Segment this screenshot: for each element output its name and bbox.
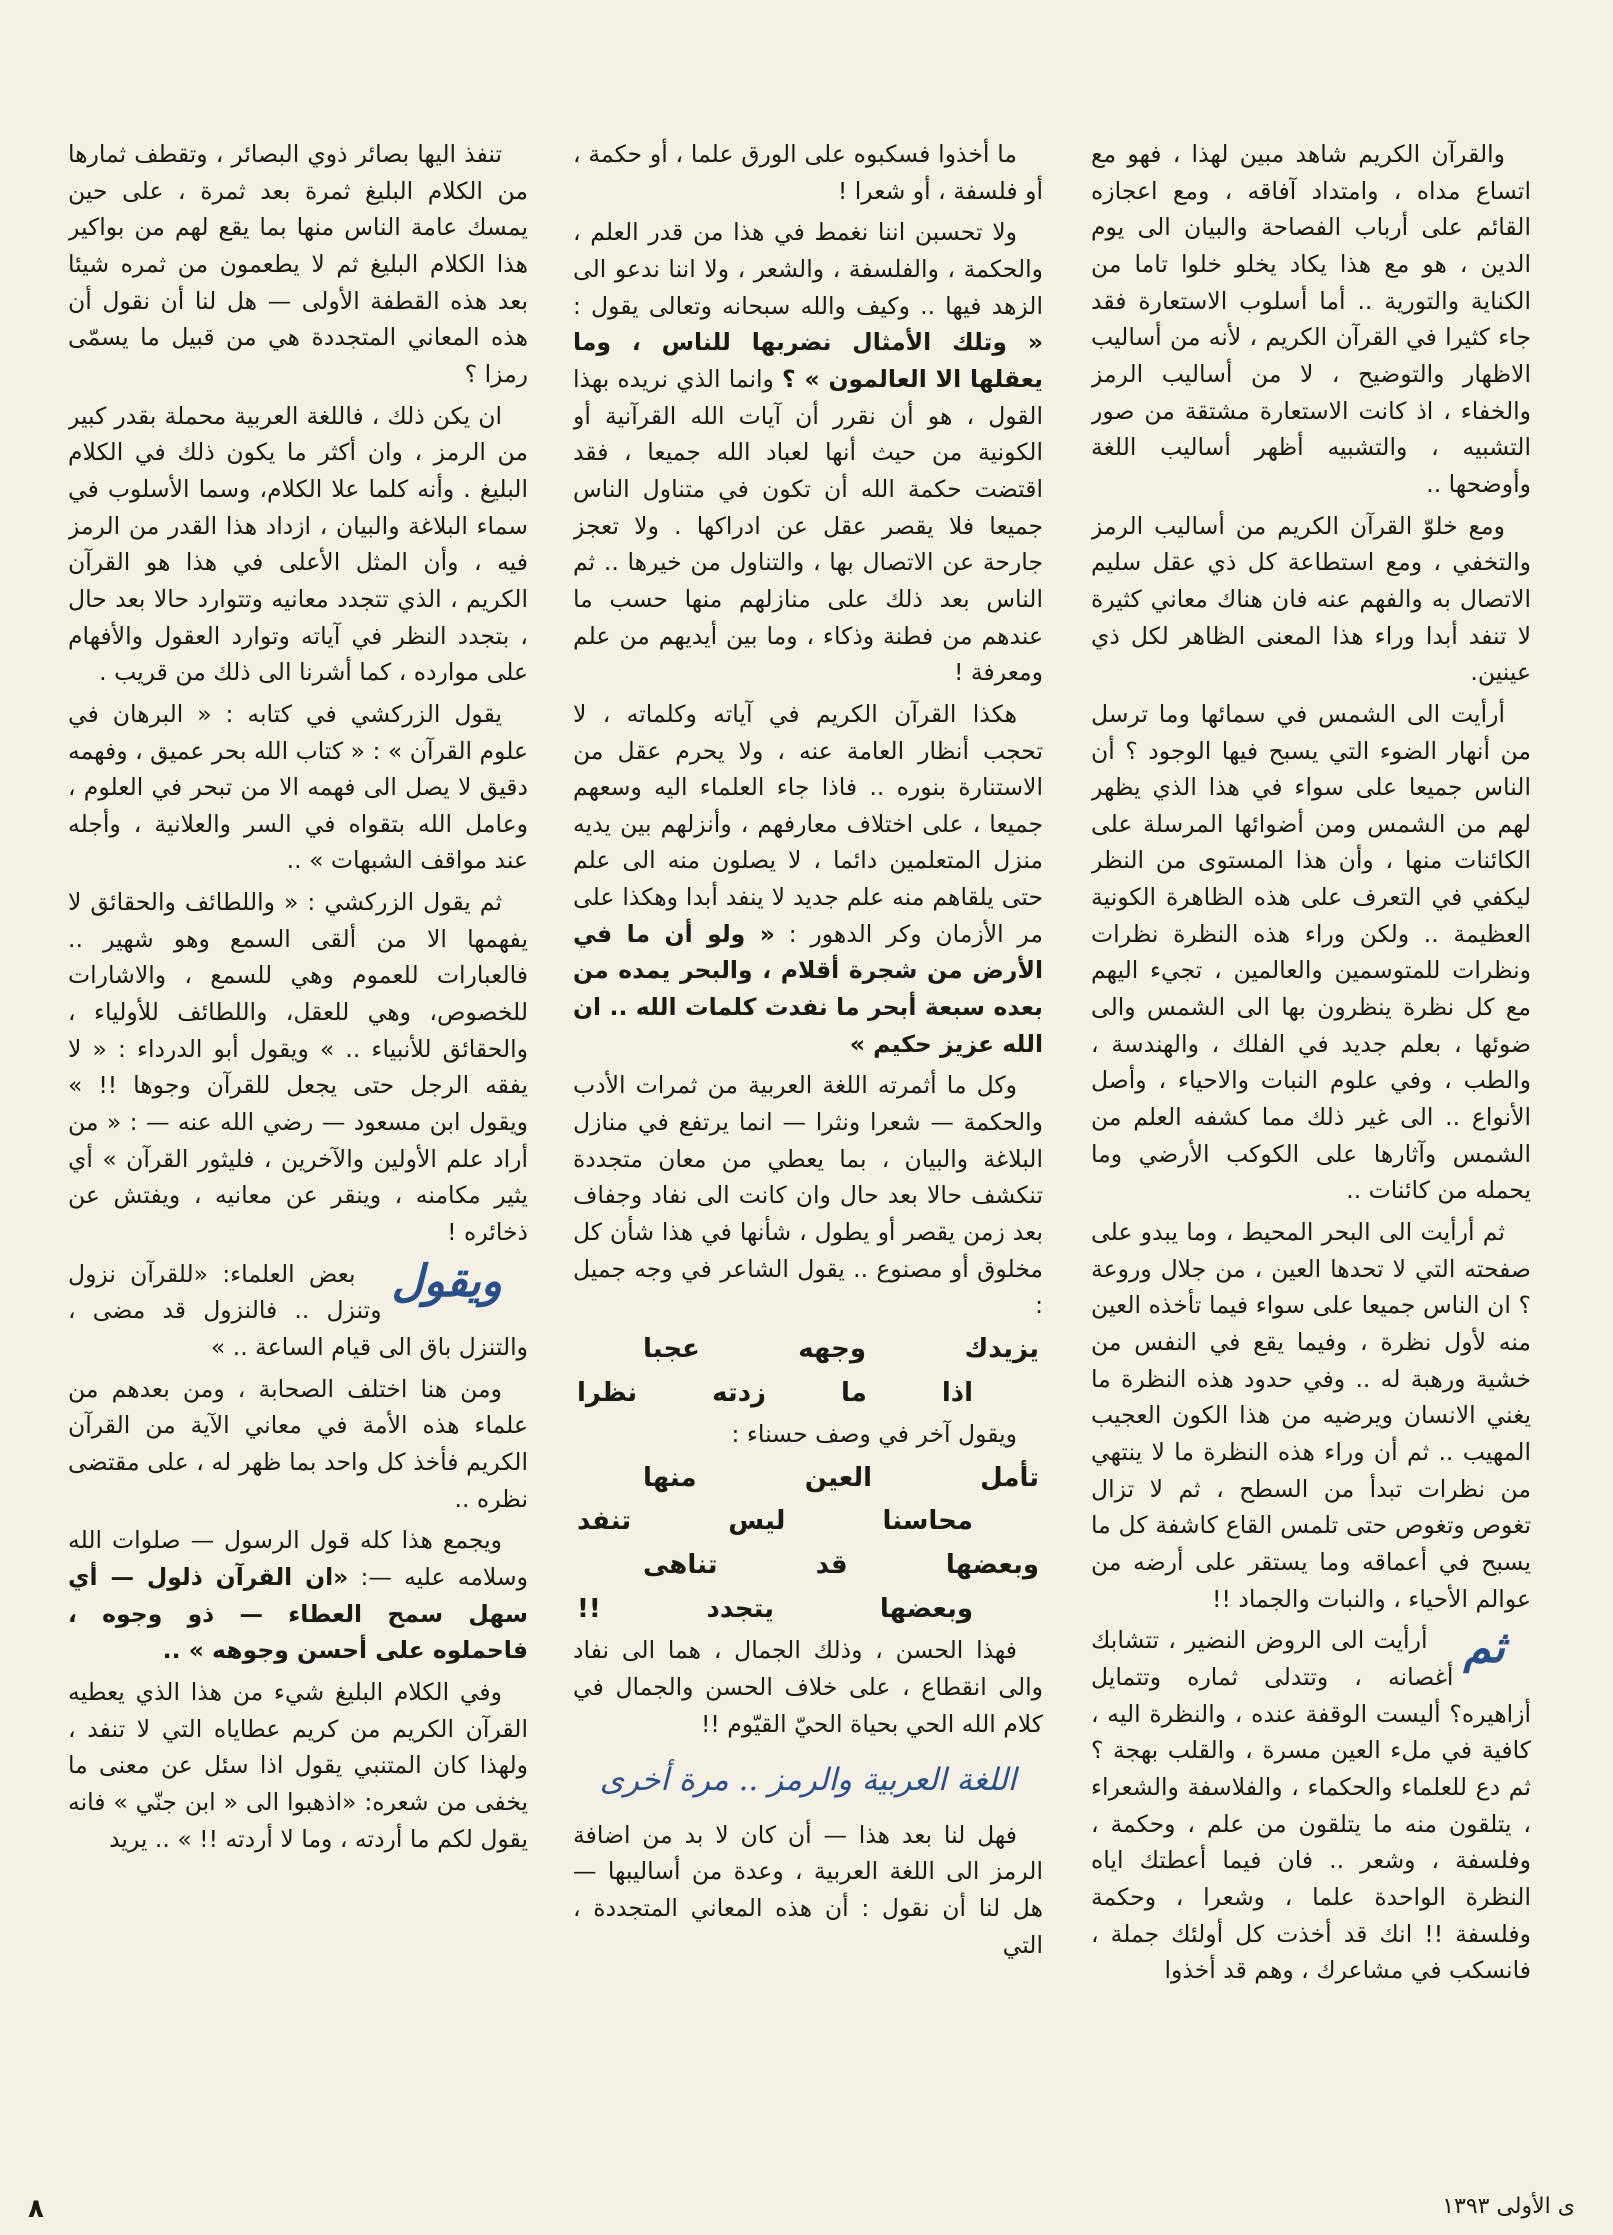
verse-line: وبعضها يتجدد !! [577,1593,973,1624]
verse-line: تأمل العين منها [643,1462,1039,1493]
paragraph: ويقول آخر في وصف حسناء : [731,1420,1017,1449]
section-subheading: اللغة العربية والرمز .. مرة أخرى [599,1762,1017,1799]
paragraph: ومع خلوّ القرآن الكريم من أساليب الرمز والتخفي ، ومع استطاعة كل ذي عقل سليم الاتصال به والفهم عنه فان هناك معاني كثيرة لا تنفد أبدا وراء هذا المعنى الظاهر لكل ذي عينين. [1091,511,1531,687]
paragraph-text: بعض العلماء: «للقرآن نزول وتنزل .. فالنزول قد مضى ، والتنزل باق الى قيام الساعة .. » [68,1259,528,1361]
hadith-quote: «ان القرآن ذلول — أي سهل سمح العطاء — ذو وجوه ، فاحملوه على أحسن وجوهه » .. [68,1562,528,1665]
paragraph: ومن هنا اختلف الصحابة ، ومن بعدهم من علماء هذه الأمة في معاني الآية من القرآن الكريم فأخذ كل واحد بما ظهر له ، على مقتضى نظره .. [68,1374,528,1513]
paragraph-with-dropword [68,1256,528,1366]
paragraph: ثم أرأيت الى البحر المحيط ، وما يبدو على صفحته التي لا تحدها العين ، من جلال وروعة ؟ ان الناس جميعا على سواء فيما تأخذه العين منه لأول نظرة ، وفيما يقع في النفس من خشية ورهبة له .. وفي حدود هذه النظرة ما يغني الانسان ويرضيه من هذا الكون العجيب المهيب .. ثم أن وراء هذه النظرة ما لا ينتهي من نظرات تبدأ من السطح ، ثم لا تزال تغوص وتغوص حتى تلمس القاع كاشفة كل ما يسبح في أعماقه وما يستقر على أرضه من عوالم الأحياء ، والنبات والجماد !! [1091,1218,1531,1613]
paragraph: وكل ما أثمرته اللغة العربية من ثمرات الأدب والحكمة — شعرا ونثرا — انما يرتفع في منازل البلاغة والبيان ، بما يعطي من معان متجددة تنكشف حالا بعد حال وان كانت الى نفاد وجفاف بعد زمن يقصر أو يطول ، شأنها في هذا شأن كل مخلوق أو مصنوع .. يقول الشاعر في وجه جميل : [573,1071,1043,1320]
paragraph-text: ولا تحسبن اننا نغمط في هذا من قدر العلم ، والحكمة ، والفلسفة ، والشعر ، ولا اننا ندعو الى الزهد فيها .. وكيف والله سبحانه وتعالى يقول : [573,218,1043,320]
issue-date: ى الأولى ١٣٩٣ [1442,2194,1575,2219]
column-right [1091,136,1531,2076]
paragraph: تنفذ اليها بصائر ذوي البصائر ، وتقطف ثمارها من الكلام البليغ ثمرة بعد ثمرة ، على حين يمسك عامة الناس منها بما يقع لهم من بواكير هذا الكلام البليغ ثم لا يطعمون من ثمره شيئا بعد هذه القطفة الأولى — هل لنا أن نقول أن هذه المعاني المتجددة هي من قبيل ما يسمّى رمزا ؟ [68,140,528,388]
paragraph [573,214,1043,691]
paragraph: وفي الكلام البليغ شيء من هذا الذي يعطيه القرآن الكريم من كريم عطاياه التي لا تنفد ، ولهذا كان المتنبي يقول اذا سئل عن معنى ما يخفى من شعره: «اذهبوا الى « ابن جنّي » فانه يقول لكم ما أردته ، وما لا أردته !! » .. يريد [68,1677,528,1853]
paragraph: أرأيت الى الشمس في سمائها وما ترسل من أنهار الضوء التي يسبح فيها الوجود ؟ أن الناس جميعا على سواء في هذا الذي يظهر لهم من الشمس ومن أضوائها المرسلة على الكائنات منها ، وأن هذا المستوى من النظر ليكفي في التعرف على هذه الظاهرة الكونية العظيمة .. ولكن وراء هذه النظرة نظرات ونظرات للمتوسمين والعالمين ، تجيء اليهم مع كل نظرة ينظرون بها الى الشمس والى ضوئها ، بعلم جديد في الفلك ، والهندسة ، والطب ، وفي علوم النبات والاحياء ، وأصل الأنواع .. الى غير ذلك مما كشفه العلم من الشمس وآثارها على الكوكب الأرضي وما يحمله من كائنات .. [1091,699,1531,1205]
paragraph [68,1522,528,1669]
paragraph: ان يكن ذلك ، فاللغة العربية محملة بقدر كبير من الرمز ، وان أكثر ما يكون ذلك في الكلام البليغ . وأنه كلما علا الكلام، وسما الأسلوب في سماء البلاغة والبيان ، ازداد هذا القدر من الرمز فيه ، وأن المثل الأعلى في هذا هو القرآن الكريم ، الذي تتجدد معانيه وتتوارد حالا بعد حال ، بتجدد النظر في آياته وتوارد العقول والأفهام على موارده ، كما أشرنا الى ذلك من قريب . [68,401,528,687]
verse-line: محاسنا ليس تنفد [577,1506,973,1537]
drop-word: ويقول [391,1255,502,1307]
page-number: ٨ [28,2194,44,2224]
paragraph-text: أرأيت الى الروض النضير ، تتشابك أغصانه ، وتتدلى ثماره وتتمايل أزاهيره؟ أليست الوقفة عنده ، والنظرة اليه ، كافية في ملء العين مسرة ، والقلب بهجة ؟ ثم دع للعلماء والحكماء ، والفلاسفة والشعراء ، يتلقون منه ما يتلقون من علم ، وحكمة ، وفلسفة ، وشعر .. فان فيما أعطتك اياه النظرة الواحدة علما ، وشعرا ، وحكمة وفلسفة !! انك قد أخذت كل أولئك جملة ، فانسكب في مشاعرك ، وهم قد أخذوا [1091,1626,1531,1985]
verse-line: اذا ما زدته نظرا [577,1377,973,1408]
paragraph: فهل لنا بعد هذا — أن كان لا بد من اضافة الرمز الى اللغة العربية ، وعدة من أساليبها — هل لنا أن نقول : أن هذه المعاني المتجددة ، التي [573,1820,1043,1959]
paragraph: والقرآن الكريم شاهد مبين لهذا ، فهو مع اتساع مداه ، وامتداد آفاقه ، ومع اعجازه القائم على أرباب الفصاحة والبيان الى يوم الدين ، هو مع هذا يكاد يخلو خلوا تاما من الكناية والتورية .. أما أسلوب الاستعارة فقد جاء كثيرا في القرآن الكريم ، لأنه من أساليب الاظهار والتوضيح ، لا من أساليب الرمز والخفاء ، اذ كانت الاستعارة مشتقة من صور التشبيه ، والتشبيه أظهر أساليب اللغة وأوضحها .. [1091,140,1531,498]
verse-line: يزيدك وجهه عجبا [643,1334,1039,1364]
drop-word: ثم [1463,1622,1505,1674]
paragraph-text: هكذا القرآن الكريم في آياته وكلماته ، لا تحجب أنظار العامة عنه ، ولا يحرم عقل من الاستنارة بنوره .. فاذا جاء العلماء اليه وسعهم جميعا ، على اختلاف معارفهم ، وأنزلهم بين يديه منزل المتعلمين دائما ، لا يصلون منه الى علم حتى يلقاهم منه علم جديد لا ينفد أبدا وهكذا على مر الأزمان وكر الدهور : [573,699,1043,948]
paragraph [573,696,1043,1063]
quran-quote: « وتلك الأمثال نضربها للناس ، وما يعقلها الا العالمون » ؟ [573,328,1043,393]
paragraph: ثم يقول الزركشي : « واللطائف والحقائق لا يفهمها الا من ألقى السمع وهو شهير .. فالعبارات للعموم وهي للسمع ، والاشارات للخصوص، وهي للعقل، واللطائف للأولياء ، والحقائق للأنبياء .. » ويقول أبو الدرداء : « لا يفقه الرجل حتى يجعل للقرآن وجوها !! » ويقول ابن مسعود — رضي الله عنه — : « من أراد علم الأولين والآخرين ، فليثور القرآن » أي يثير مكامنه ، وينقر عن معانيه ، ويفتش عن ذخائره ! [68,888,528,1247]
column-left [68,136,528,2076]
paragraph-text: ويجمع هذا كله قول الرسول — صلوات الله وسلامه عليه —: [68,1526,528,1591]
verse-line: وبعضها قد تناهى [643,1550,1039,1581]
paragraph: ما أخذوا فسكبوه على الورق علما ، أو حكمة ، أو فلسفة ، أو شعرا ! [573,140,1043,205]
paragraph: فهذا الحسن ، وذلك الجمال ، هما الى نفاد والى انقطاع ، على خلاف الحسن والجمال في كلام الله الحي بحياة الحيّ القيّوم !! [573,1636,1043,1738]
paragraph: يقول الزركشي في كتابه : « البرهان في علوم القرآن » : « كتاب الله بحر عميق ، وفهمه دقيق لا يصل الى فهمه الا من تبحر في العلوم ، وعامل الله بتقواه في السر والعلانية ، وأجله عند مواقف الشبهات » .. [68,699,528,875]
column-middle [573,136,1043,2076]
paragraph-with-dropword [1091,1622,1531,1989]
quran-quote: « ولو أن ما في الأرض من شجرة أقلام ، والبحر يمده من بعده سبعة أبحر ما نفدت كلمات الله .. ان الله عزيز حكيم » [573,919,1043,1058]
paragraph-text: وانما الذي نريده بهذا القول ، هو أن نقرر أن آيات الله القرآنية أو الكونية من حيث أنها لعباد الله جميعا ، فقد اقتضت حكمة الله أن تكون في متناول الناس جميعا فلا يقصر عقل عن ادراكها . ولا تعجز جارحة عن الاتصال بها ، والتناول من خيرها .. ثم الناس بعد ذلك على منازلهم منها حسب ما عندهم من فطنة وذكاء ، وما بين أيديهم من علم ومعرفة ! [573,364,1043,687]
